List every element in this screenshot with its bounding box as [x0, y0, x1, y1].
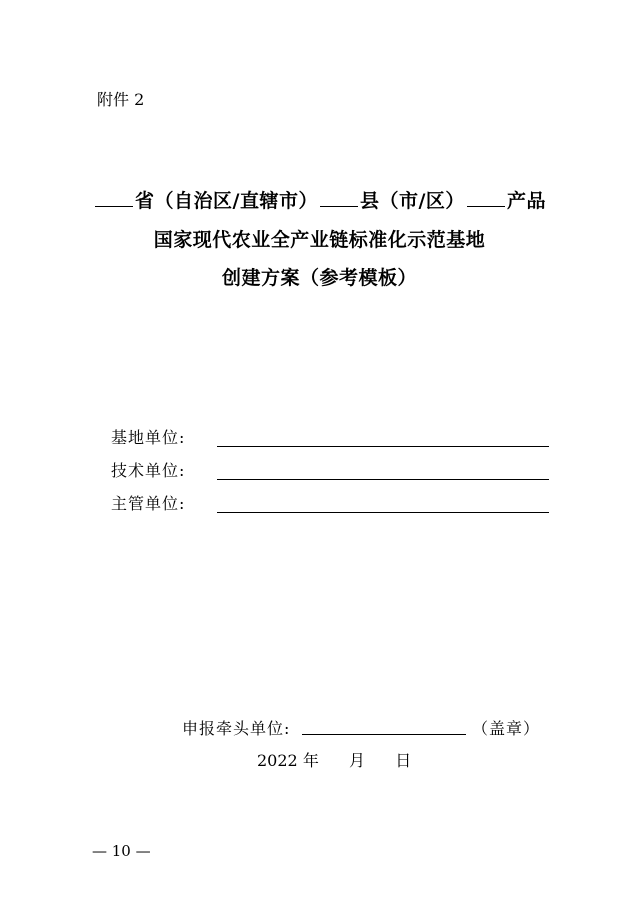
admin-unit-label: 主管单位: [111, 494, 186, 513]
title-line-3: 创建方案（参考模板） [221, 267, 417, 289]
base-unit-field[interactable] [217, 446, 549, 447]
date-month-unit: 月 [349, 751, 366, 770]
date-year-unit: 年 [302, 751, 319, 770]
product-suffix: 产品 [506, 190, 546, 212]
date-line [257, 748, 411, 771]
province-suffix: 省（自治区/直辖市） [135, 190, 318, 212]
product-blank[interactable] [467, 205, 505, 207]
date-year: 2022 [257, 751, 298, 770]
attachment-label: 附件 2 [97, 90, 145, 109]
lead-unit-label: 申报牵头单位: [182, 719, 291, 738]
title-line-2: 国家现代农业全产业链标准化示范基地 [153, 229, 486, 251]
date-day-unit: 日 [395, 751, 412, 770]
admin-unit-field[interactable] [217, 512, 549, 513]
tech-unit-label: 技术单位: [111, 461, 186, 480]
tech-unit-field[interactable] [217, 479, 549, 480]
lead-unit-field[interactable] [302, 734, 466, 735]
page-number: — 10 — [92, 842, 151, 860]
province-blank[interactable] [95, 205, 133, 207]
seal-note: （盖章） [472, 719, 541, 738]
county-suffix: 县（市/区） [359, 190, 465, 212]
county-blank[interactable] [320, 205, 358, 207]
title-line-1 [0, 186, 639, 213]
base-unit-label: 基地单位: [111, 428, 186, 447]
